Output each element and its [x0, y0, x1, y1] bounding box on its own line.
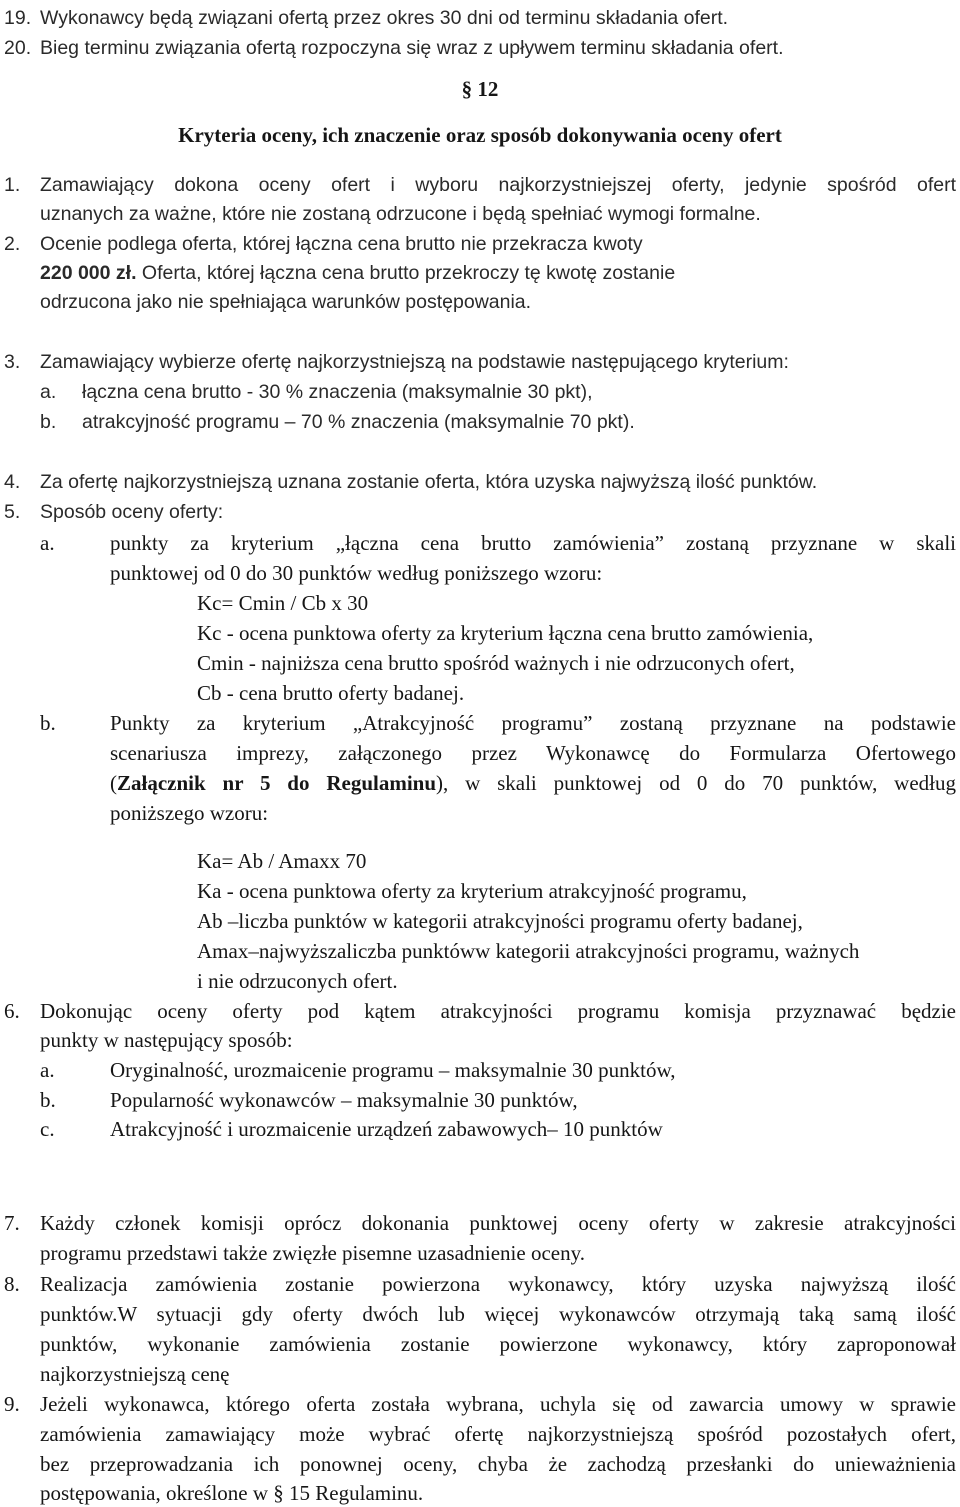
formula-legend: Cmin - najniższa cena brutto spośród ważnych i nie odrzuconych ofert,	[197, 651, 795, 675]
formula-legend: Ka - ocena punktowa oferty za kryterium atrakcyjność programu,	[197, 879, 747, 903]
item-number: 3.	[4, 351, 21, 373]
item-number: 19.	[4, 7, 32, 29]
item-text: odrzucona jako nie spełniająca warunków postępowania.	[40, 291, 532, 313]
sub-item-text: ), w skali punktowej od 0 do 70 punktów, według	[436, 771, 956, 795]
item-number: 2.	[4, 233, 21, 255]
formula-legend: Cb - cena brutto oferty badanej.	[197, 681, 465, 705]
sub-item-mark: b.	[40, 1088, 56, 1112]
item-text: Za ofertę najkorzystniejszą uznana zostanie oferta, która uzyska najwyższą ilość punktów.	[40, 471, 818, 493]
sub-item-text: łączna cena brutto - 30 % znaczenia (maksymalnie 30 pkt),	[82, 381, 593, 403]
item-text: punktów.W sytuacji gdy oferty dwóch lub więcej wykonawców otrzymają taką samą ilość	[40, 1302, 956, 1326]
formula: Kc= Cmin / Cb x 30	[197, 591, 369, 615]
formula-legend: i nie odrzuconych ofert.	[197, 969, 398, 993]
sub-item-text: Popularność wykonawców – maksymalnie 30 punktów,	[110, 1088, 578, 1112]
item-text: postępowania, określone w § 15 Regulaminu.	[40, 1481, 424, 1505]
sub-item-mark: c.	[40, 1117, 55, 1141]
item-number: 8.	[4, 1272, 20, 1296]
item-text: Ocenie podlega oferta, której łączna cena brutto nie przekracza kwoty	[40, 233, 643, 255]
item-text: Każdy członek komisji oprócz dokonania punktowej oceny oferty w zakresie atrakcyjności	[40, 1211, 956, 1235]
item-number: 5.	[4, 501, 21, 523]
item-text: bez przeprowadzania ich ponownej oceny, chyba że zachodzą przesłanki do unieważnienia	[40, 1452, 956, 1476]
formula-legend: Kc - ocena punktowa oferty za kryterium łączna cena brutto zamówienia,	[197, 621, 814, 645]
sub-item-mark: a.	[40, 1058, 55, 1082]
item-text: Realizacja zamówienia zostanie powierzona wykonawcy, który uzyska najwyższą ilość	[40, 1272, 956, 1296]
item-number: 7.	[4, 1211, 20, 1235]
sub-item-mark: a.	[40, 381, 57, 403]
item-text: zamówienia zamawiający może wybrać ofertę najkorzystniejszą spośród pozostałych ofert,	[40, 1422, 956, 1446]
sub-item-text: punkty za kryterium „łączna cena brutto zamówienia” zostaną przyznane w skali	[110, 531, 956, 555]
section-number: § 12	[461, 77, 499, 101]
sub-item-text: Punkty za kryterium „Atrakcyjność programu” zostaną przyznane na podstawie	[110, 711, 956, 735]
item-text: programu przedstawi także zwięzłe pisemne uzasadnienie oceny.	[40, 1241, 585, 1265]
item-text: Oferta, której łączna cena brutto przekroczy tę kwotę zostanie	[141, 262, 676, 284]
amount: 220 000 zł.	[40, 262, 137, 284]
sub-item-text: scenariusza imprezy, załączonego przez Wykonawcę do Formularza Ofertowego	[110, 741, 956, 765]
item-text: Jeżeli wykonawca, którego oferta została wybrana, uchyla się od zawarcia umowy w sprawie	[40, 1392, 956, 1416]
sub-item-mark: b.	[40, 711, 56, 735]
item-text: Wykonawcy będą związani ofertą przez okres 30 dni od terminu składania ofert.	[40, 7, 729, 29]
item-text: punktów, wykonanie zamówienia zostanie powierzone wykonawcy, który zaproponował	[40, 1332, 956, 1356]
item-text: Zamawiający dokona oceny ofert i wyboru najkorzystniejszej oferty, jedynie spośród ofert	[40, 174, 956, 196]
item-text: punkty w następujący sposób:	[40, 1028, 293, 1052]
item-number: 9.	[4, 1392, 20, 1416]
item-text: uznanych za ważne, które nie zostaną odrzucone i będą spełniać wymogi formalne.	[40, 203, 761, 225]
sub-item-text: poniższego wzoru:	[110, 801, 269, 825]
sub-item-mark: a.	[40, 531, 55, 555]
item-number: 6.	[4, 999, 20, 1023]
formula: Ka= Ab / Amaxx 70	[197, 849, 367, 873]
item-text: Bieg terminu związania ofertą rozpoczyna się wraz z upływem terminu składania ofert.	[40, 37, 784, 59]
paren-open: (	[110, 771, 117, 795]
item-number: 4.	[4, 471, 21, 493]
item-text: Dokonując oceny oferty pod kątem atrakcyjności programu komisja przyznawać będzie	[40, 999, 956, 1023]
sub-item-text-line	[110, 770, 956, 796]
item-number: 20.	[4, 37, 32, 59]
sub-item-text: atrakcyjność programu – 70 % znaczenia (maksymalnie 70 pkt).	[82, 411, 635, 433]
formula-legend: Ab –liczba punktów w kategorii atrakcyjności programu oferty badanej,	[197, 909, 803, 933]
item-number: 1.	[4, 174, 21, 196]
item-text: Sposób oceny oferty:	[40, 501, 224, 523]
section-title: Kryteria oceny, ich znaczenie oraz sposób dokonywania oceny ofert	[178, 123, 782, 147]
sub-item-mark: b.	[40, 411, 57, 433]
item-text: Zamawiający wybierze ofertę najkorzystniejszą na podstawie następującego kryterium:	[40, 351, 789, 373]
attachment-reference: Załącznik nr 5 do Regulaminu	[117, 771, 437, 795]
sub-item-text: Oryginalność, urozmaicenie programu – maksymalnie 30 punktów,	[110, 1058, 676, 1082]
sub-item-text: punktowej od 0 do 30 punktów według poniższego wzoru:	[110, 561, 603, 585]
item-text: najkorzystniejszą cenę	[40, 1362, 230, 1386]
formula-legend: Amax–najwyższaliczba punktóww kategorii atrakcyjności programu, ważnych	[197, 939, 860, 963]
item-text-line	[40, 260, 675, 286]
sub-item-text: Atrakcyjność i urozmaicenie urządzeń zabawowych– 10 punktów	[110, 1117, 663, 1141]
